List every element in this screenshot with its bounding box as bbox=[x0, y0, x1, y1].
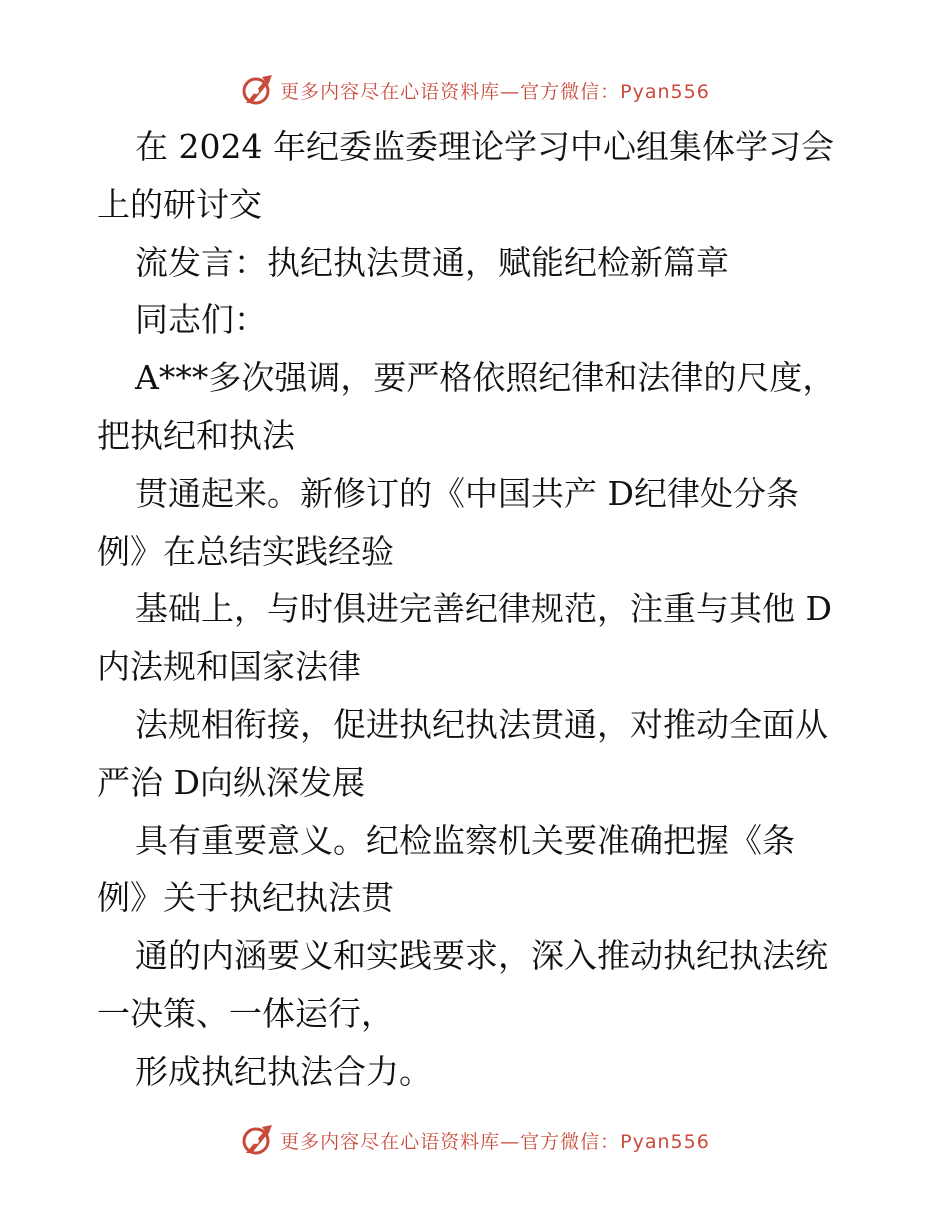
banner-contact-text: 官方微信：Pyan556 bbox=[520, 1130, 710, 1153]
text-line: 通的内涵要义和实践要求，深入推动执纪执法统 bbox=[135, 936, 828, 976]
footer-banner bbox=[0, 1120, 950, 1160]
quill-logo-icon bbox=[240, 73, 274, 107]
banner-contact-text: 官方微信：Pyan556 bbox=[520, 80, 710, 103]
text-line: 例》关于执纪执法贯 bbox=[97, 878, 394, 918]
document-body bbox=[97, 118, 857, 1101]
text-line: 具有重要意义。纪检监察机关要准确把握《条 bbox=[135, 820, 795, 860]
text-line: 同志们： bbox=[135, 300, 267, 340]
text-line: 基础上，与时俱进完善纪律规范，注重与其他 D bbox=[135, 589, 832, 629]
text-line: 法规相衔接，促进执纪执法贯通，对推动全面从 bbox=[135, 704, 828, 744]
text-line: 流发言：执纪执法贯通，赋能纪检新篇章 bbox=[135, 242, 729, 282]
text-line: 内法规和国家法律 bbox=[97, 647, 361, 687]
banner-label bbox=[280, 1127, 710, 1154]
text-line: 形成执纪执法合力。 bbox=[135, 1051, 432, 1091]
text-line: 贯通起来。新修订的《中国共产 D纪律处分条 bbox=[135, 473, 799, 513]
text-line: 例》在总结实践经验 bbox=[97, 531, 394, 571]
header-banner bbox=[0, 70, 950, 110]
text-line: 一决策、一体运行， bbox=[97, 993, 394, 1033]
banner-label bbox=[280, 77, 710, 104]
text-line: 在 2024 年纪委监委理论学习中心组集体学习会 bbox=[135, 127, 834, 166]
quill-logo-icon bbox=[240, 1123, 274, 1157]
text-line: 把执纪和执法 bbox=[97, 415, 295, 455]
banner-separator: — bbox=[500, 80, 521, 103]
banner-separator: — bbox=[500, 1130, 521, 1153]
text-line: 上的研讨交 bbox=[97, 184, 262, 224]
text-line: 严治 D向纵深发展 bbox=[97, 762, 365, 802]
text-line: A***多次强调，要严格依照纪律和法律的尺度， bbox=[135, 358, 836, 398]
banner-site-text: 更多内容尽在心语资料库 bbox=[280, 1130, 501, 1153]
banner-site-text: 更多内容尽在心语资料库 bbox=[280, 80, 501, 103]
